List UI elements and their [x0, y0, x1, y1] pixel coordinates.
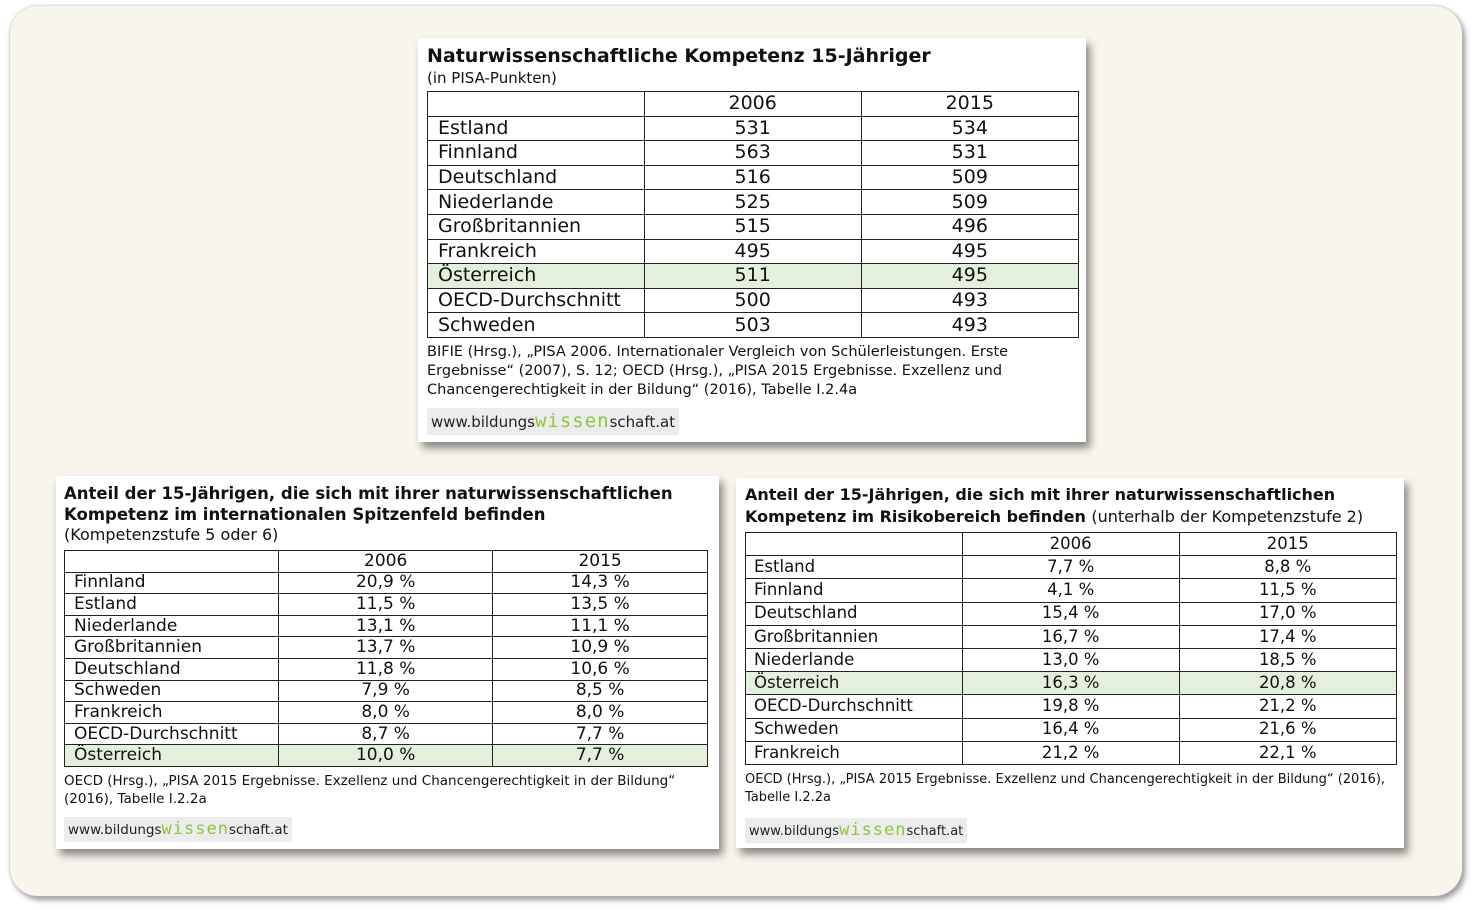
value-2015-cell: 13,5 %: [493, 594, 708, 616]
country-cell: Finnland: [746, 579, 963, 602]
table-row: [428, 141, 1079, 166]
value-2015-cell: 11,1 %: [493, 615, 708, 637]
card-subtitle: (in PISA-Punkten): [427, 69, 557, 87]
value-2006-cell: 8,7 %: [279, 723, 493, 745]
value-2015-cell: 496: [861, 214, 1078, 239]
table-row: [746, 556, 1397, 579]
card-title-bold: Anteil der 15-Jährigen, die sich mit ihrer naturwissenschaftlichen Kompetenz im Risikobereich befinden: [745, 485, 1336, 526]
value-2006-cell: 19,8 %: [962, 695, 1179, 718]
table-row: [746, 579, 1397, 602]
country-cell: OECD-Durchschnitt: [65, 723, 279, 745]
value-2006-cell: 13,7 %: [279, 637, 493, 659]
value-2015-cell: 531: [861, 141, 1078, 166]
country-cell: Schweden: [746, 718, 963, 741]
value-2015-cell: 22,1 %: [1179, 741, 1396, 764]
country-cell: Frankreich: [746, 741, 963, 764]
table-body: [746, 556, 1397, 765]
country-cell: Schweden: [428, 313, 645, 338]
value-2006-cell: 503: [644, 313, 861, 338]
logo-text-accent: wissen: [161, 819, 229, 839]
card-subtitle: (Kompetenzstufe 5 oder 6): [64, 525, 279, 544]
table-row: [428, 313, 1079, 338]
table-header-row: [428, 92, 1079, 117]
table-row: [65, 572, 708, 594]
value-2015-cell: 8,8 %: [1179, 556, 1396, 579]
top-performers-table: [64, 550, 708, 767]
value-2006-cell: 563: [644, 141, 861, 166]
value-2006-cell: 4,1 %: [962, 579, 1179, 602]
table-row: [746, 695, 1397, 718]
value-2006-cell: 531: [644, 116, 861, 141]
column-header: 2006: [962, 533, 1179, 556]
table-row: [746, 741, 1397, 764]
value-2015-cell: 493: [861, 313, 1078, 338]
source-note: BIFIE (Hrsg.), „PISA 2006. Internationaler Vergleich von Schülerleistungen. Erste Ergebnisse“ (2007), S. 12; OECD (Hrsg.), „PISA 2015 Ergebnisse. Exzellenz und Chancengerechtigkeit in der Bildung“ (2016), Tabelle I.2.4a: [427, 344, 1009, 398]
logo-text-pre: www.bildungs: [431, 413, 535, 431]
table-row: [65, 658, 708, 680]
table-body: [428, 116, 1079, 337]
value-2006-cell: 511: [644, 264, 861, 289]
country-cell: Niederlande: [746, 648, 963, 671]
country-cell: Niederlande: [428, 190, 645, 215]
country-cell: OECD-Durchschnitt: [746, 695, 963, 718]
table-row: [428, 190, 1079, 215]
column-header: [746, 533, 963, 556]
country-cell: Deutschland: [65, 658, 279, 680]
scores-table: [427, 91, 1079, 338]
value-2015-cell: 10,6 %: [493, 658, 708, 680]
logo-text-pre: www.bildungs: [749, 824, 840, 839]
table-row: [746, 718, 1397, 741]
value-2006-cell: 16,7 %: [962, 625, 1179, 648]
country-cell: Schweden: [65, 680, 279, 702]
country-cell: Österreich: [65, 745, 279, 767]
country-cell: Finnland: [65, 572, 279, 594]
value-2015-cell: 18,5 %: [1179, 648, 1396, 671]
value-2006-cell: 20,9 %: [279, 572, 493, 594]
country-cell: Estland: [746, 556, 963, 579]
table-row: [428, 239, 1079, 264]
value-2015-cell: 14,3 %: [493, 572, 708, 594]
table-row: [746, 625, 1397, 648]
value-2006-cell: 8,0 %: [279, 702, 493, 724]
country-cell: Frankreich: [428, 239, 645, 264]
value-2015-cell: 495: [861, 264, 1078, 289]
site-logo[interactable]: [427, 408, 679, 435]
value-2006-cell: 16,4 %: [962, 718, 1179, 741]
value-2015-cell: 8,0 %: [493, 702, 708, 724]
value-2015-cell: 21,2 %: [1179, 695, 1396, 718]
column-header: 2015: [493, 551, 708, 573]
logo-text-pre: www.bildungs: [68, 822, 162, 838]
value-2015-cell: 21,6 %: [1179, 718, 1396, 741]
logo-text-accent: wissen: [839, 820, 907, 840]
value-2006-cell: 495: [644, 239, 861, 264]
logo-text-post: schaft.at: [906, 824, 964, 839]
value-2015-cell: 8,5 %: [493, 680, 708, 702]
value-2015-cell: 7,7 %: [493, 745, 708, 767]
table-row: [65, 680, 708, 702]
table-row: [65, 637, 708, 659]
country-cell: Großbritannien: [65, 637, 279, 659]
column-header: [428, 92, 645, 117]
value-2006-cell: 515: [644, 214, 861, 239]
country-cell: Niederlande: [65, 615, 279, 637]
card-title: Naturwissenschaftliche Kompetenz 15-Jähriger: [427, 45, 931, 67]
risk-group-table: [745, 532, 1397, 765]
table-row: [428, 116, 1079, 141]
value-2006-cell: 500: [644, 288, 861, 313]
value-2006-cell: 7,7 %: [962, 556, 1179, 579]
pisa-scores-card: [418, 38, 1086, 442]
column-header: 2006: [279, 551, 493, 573]
value-2006-cell: 10,0 %: [279, 745, 493, 767]
risk-group-card: [736, 478, 1404, 848]
country-cell: Finnland: [428, 141, 645, 166]
table-row: [746, 648, 1397, 671]
country-cell: Deutschland: [428, 165, 645, 190]
column-header: 2015: [861, 92, 1078, 117]
logo-text-post: schaft.at: [609, 413, 676, 431]
country-cell: Frankreich: [65, 702, 279, 724]
table-row: [65, 723, 708, 745]
card-title-note: (unterhalb der Kompetenzstufe 2): [1091, 507, 1364, 526]
value-2015-cell: 509: [861, 165, 1078, 190]
value-2015-cell: 495: [861, 239, 1078, 264]
country-cell: OECD-Durchschnitt: [428, 288, 645, 313]
table-row: [746, 672, 1397, 695]
site-logo[interactable]: [745, 818, 967, 843]
value-2015-cell: 17,0 %: [1179, 602, 1396, 625]
table-header-row: [746, 533, 1397, 556]
value-2006-cell: 11,5 %: [279, 594, 493, 616]
value-2006-cell: 11,8 %: [279, 658, 493, 680]
table-row: [746, 602, 1397, 625]
column-header: 2015: [1179, 533, 1396, 556]
value-2015-cell: 10,9 %: [493, 637, 708, 659]
value-2006-cell: 516: [644, 165, 861, 190]
value-2015-cell: 20,8 %: [1179, 672, 1396, 695]
table-row: [428, 288, 1079, 313]
table-row: [65, 702, 708, 724]
value-2006-cell: 525: [644, 190, 861, 215]
country-cell: Estland: [65, 594, 279, 616]
country-cell: Estland: [428, 116, 645, 141]
country-cell: Deutschland: [746, 602, 963, 625]
value-2015-cell: 493: [861, 288, 1078, 313]
column-header: 2006: [644, 92, 861, 117]
value-2015-cell: 534: [861, 116, 1078, 141]
table-row: [428, 165, 1079, 190]
source-note: OECD (Hrsg.), „PISA 2015 Ergebnisse. Exzellenz und Chancengerechtigkeit in der Bildung“ (2016), Tabelle I.2.2a: [64, 773, 676, 807]
country-cell: Österreich: [428, 264, 645, 289]
table-row: [428, 264, 1079, 289]
value-2006-cell: 16,3 %: [962, 672, 1179, 695]
site-logo[interactable]: [64, 817, 292, 842]
card-title: Anteil der 15-Jährigen, die sich mit ihrer naturwissenschaftlichen Kompetenz im internationalen Spitzenfeld befinden: [64, 484, 673, 524]
card-title: [745, 484, 1400, 528]
value-2015-cell: 17,4 %: [1179, 625, 1396, 648]
logo-text-accent: wissen: [534, 410, 610, 432]
logo-text-post: schaft.at: [228, 822, 288, 838]
column-header: [65, 551, 279, 573]
value-2006-cell: 13,1 %: [279, 615, 493, 637]
table-row: [65, 615, 708, 637]
table-row: [428, 214, 1079, 239]
country-cell: Großbritannien: [428, 214, 645, 239]
source-note: OECD (Hrsg.), „PISA 2015 Ergebnisse. Exzellenz und Chancengerechtigkeit in der Bildung“ (2016), Tabelle I.2.2a: [745, 772, 1386, 805]
value-2006-cell: 7,9 %: [279, 680, 493, 702]
value-2015-cell: 509: [861, 190, 1078, 215]
country-cell: Österreich: [746, 672, 963, 695]
value-2006-cell: 21,2 %: [962, 741, 1179, 764]
table-row: [65, 594, 708, 616]
value-2006-cell: 15,4 %: [962, 602, 1179, 625]
table-body: [65, 572, 708, 766]
value-2015-cell: 11,5 %: [1179, 579, 1396, 602]
table-header-row: [65, 551, 708, 573]
value-2006-cell: 13,0 %: [962, 648, 1179, 671]
country-cell: Großbritannien: [746, 625, 963, 648]
value-2015-cell: 7,7 %: [493, 723, 708, 745]
table-row: [65, 745, 708, 767]
top-performers-card: [56, 476, 719, 849]
